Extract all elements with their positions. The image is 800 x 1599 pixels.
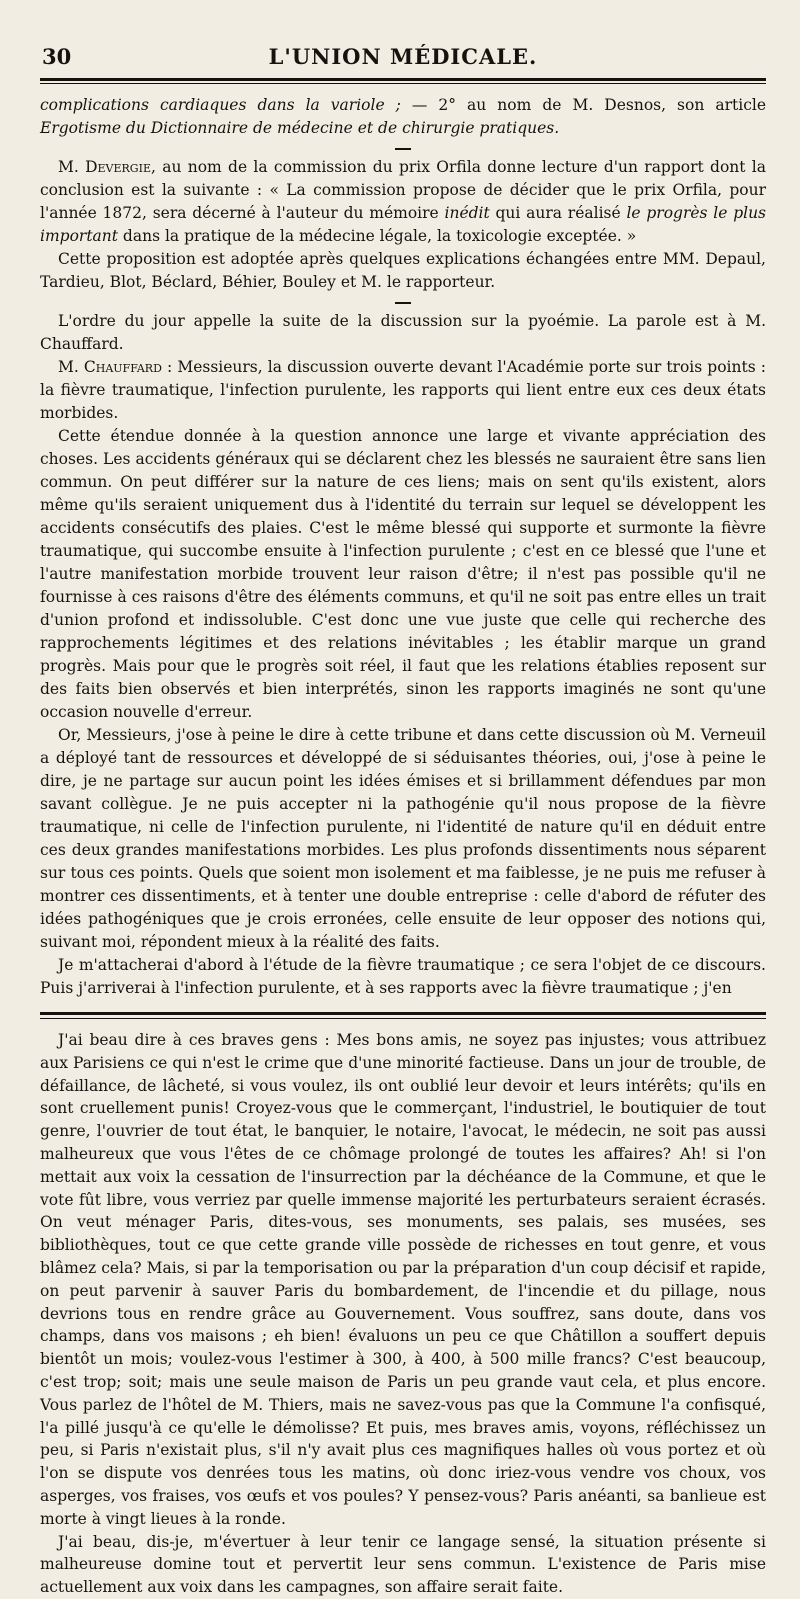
section-separator [395, 148, 411, 150]
italic-run: Ergotisme du Dictionnaire de médecine et de chirurgie pratiques. [40, 119, 560, 137]
feuilleton-paragraph-1: J'ai beau dire à ces braves gens : Mes bons amis, ne soyez pas injustes; vous attribuez aux Parisiens ce qui n'est le crime que d'une minorité factieuse. Dans un jour de trouble, de défaillance, de lâcheté, si vous voulez, ils ont oublié leur devoir et leurs intérêts; qu'ils en sont cruellement punis! Croyez-vous que le commerçant, l'industriel, le boutiquier de tout genre, l'ouvrier de tout état, le banquier, le notaire, l'avocat, le médecin, ne soit pas aussi malheureux que vous l'êtes de ce chômage prolongé de toutes les affaires? Ah! si l'on mettait aux voix la cessation de l'insurrection par la déchéance de la Commune, et que le vote fût libre, vous verriez par quelle immense majorité les perturbateurs seraient écrasés. On veut ménager Paris, dites-vous, ses monuments, ses palais, ses musées, ses bibliothèques, tout ce que cette grande ville possède de richesses en tout genre, et vous blâmez cela? Mais, si par la temporisation ou par la préparation d'un coup décisif et rapide, on peut parvenir à sauver Paris du bombardement, de l'incendie et du pillage, nous devrions tous en rendre grâce au Gouvernement. Vous souffrez, sans doute, dans vos champs, dans vos maisons ; eh bien! évaluons un peu ce que Châtillon a souffert depuis bientôt un mois; voulez-vous l'estimer à 300, à 400, à 500 mille francs? C'est beaucoup, c'est trop; soit; mais une seule maison de Paris un peu grande vaut cela, et plus encore. Vous parlez de l'hôtel de M. Thiers, mais ne savez-vous pas que la Commune l'a confisqué, l'a pillé jusqu'à ce qu'elle le démolisse? Et puis, mes braves amis, voyons, réfléchissez un peu, si Paris n'existait plus, s'il n'y avait plus ces magnifiques halles où vous portez et où l'on se dispute vos denrées tous les matins, où donc iriez-vous vendre vos choux, vos asperges, vos fraises, vos œufs et vos poules? Y pensez-vous? Paris anéanti, sa banlieue est morte à vingt lieues à la ronde. [40, 1031, 766, 1528]
speaker-name: M. Chauffard [58, 358, 162, 376]
section-separator [395, 302, 411, 304]
article-paragraph-8: Je m'attacherai d'abord à l'étude de la fièvre traumatique ; ce sera l'objet de ce discours. Puis j'arriverai à l'infection purulente, et à ses rapports avec la fièvre traumatique ; j'en [40, 956, 766, 997]
feuilleton-paragraph-2: J'ai beau, dis-je, m'évertuer à leur tenir ce langage sensé, la situation présente si malheureuse domine tout et pervertit leur sens commun. L'existence de Paris mise actuellement aux voix dans les campagnes, son affaire serait faite. [40, 1532, 766, 1597]
feuilleton-rule [40, 1012, 766, 1019]
italic-run: le progrès le plus important [40, 204, 767, 245]
text-run: dans la pratique de la médecine légale, la toxicologie exceptée. » [118, 227, 637, 245]
text-run: qui aura réalisé [489, 204, 627, 222]
speaker-name: M. Devergie [58, 158, 151, 176]
page-header [40, 44, 766, 74]
article-body [40, 94, 766, 1000]
journal-title: L'UNION MÉDICALE. [268, 44, 538, 69]
article-paragraph-7: Or, Messieurs, j'ose à peine le dire à cette tribune et dans cette discussion où M. Verneuil a déployé tant de ressources et développé de si séduisantes théories, oui, j'ose à peine le dire, je ne partage sur aucun point les idées émises et si brillamment défendues par mon savant collègue. Je ne puis accepter ni la pathogénie qu'il nous propose de la fièvre traumatique, ni celle de l'infection purulente, ni l'identité de nature qu'il en déduit entre ces deux grandes manifestations morbides. Les plus profonds dissentiments nous séparent sur tous ces points. Quels que soient mon isolement et ma faiblesse, je ne puis me refuser à montrer ces dissentiments, et à tenter une double entreprise : celle d'abord de réfuter des idées pathogéniques que je crois erronées, celle ensuite de leur opposer des notions qui, suivant moi, répondent mieux à la réalité des faits. [40, 726, 766, 951]
article-paragraph-4: L'ordre du jour appelle la suite de la discussion sur la pyoémie. La parole est à M. Chauffard. [40, 312, 766, 353]
article-paragraph-3: Cette proposition est adoptée après quelques explications échangées entre MM. Depaul, Tardieu, Blot, Béclard, Béhier, Bouley et M. le rapporteur. [40, 250, 766, 291]
header-rule [40, 78, 766, 84]
page-number: 30 [42, 44, 72, 69]
article-paragraph-1 [40, 94, 766, 140]
italic-run: complications cardiaques dans la variole ; [40, 96, 401, 114]
italic-run: inédit [444, 204, 490, 222]
text-run: : Messieurs, la discussion ouverte devant l'Académie porte sur trois points : la fièvre traumatique, l'infection purulente, les rapports qui lient entre eux ces deux états morbides. [40, 358, 766, 422]
text-run: — 2° au nom de M. Desnos, son article [400, 96, 766, 114]
text-run: , au nom de la commission du prix Orfila donne lecture d'un rapport dont la conclusion est la suivante : « La commission propose de décider que le prix Orfila, pour l'année 1872, sera décerné à l'auteur du mémoire [40, 158, 767, 222]
article-paragraph-5 [40, 356, 766, 425]
feuilleton-body [40, 1029, 766, 1599]
article-paragraph-2 [40, 156, 766, 248]
article-paragraph-6: Cette étendue donnée à la question annonce une large et vivante appréciation des choses. Les accidents généraux qui se déclarent chez les blessés ne sauraient être sans lien commun. On peut différer sur la nature de ces liens; mais on sent qu'ils existent, alors même qu'ils seraient uniquement dus à l'identité du terrain sur lequel se développent les accidents consécutifs des plaies. C'est le même blessé qui supporte et surmonte la fièvre traumatique, qui succombe ensuite à l'infection purulente ; c'est en ce blessé que l'une et l'autre manifestation morbide trouvent leur raison d'être; il n'est pas possible qu'il ne fournisse à ces raisons d'être des éléments communs, et qu'il ne soit pas entre elles un trait d'union profond et indissoluble. C'est donc une vue juste que celle qui recherche des rapprochements légitimes et des relations inévitables ; les établir marque un grand progrès. Mais pour que le progrès soit réel, il faut que les relations établies reposent sur des faits bien observés et bien interprétés, sinon les rapports imaginés ne sont qu'une occasion nouvelle d'erreur. [40, 427, 766, 721]
